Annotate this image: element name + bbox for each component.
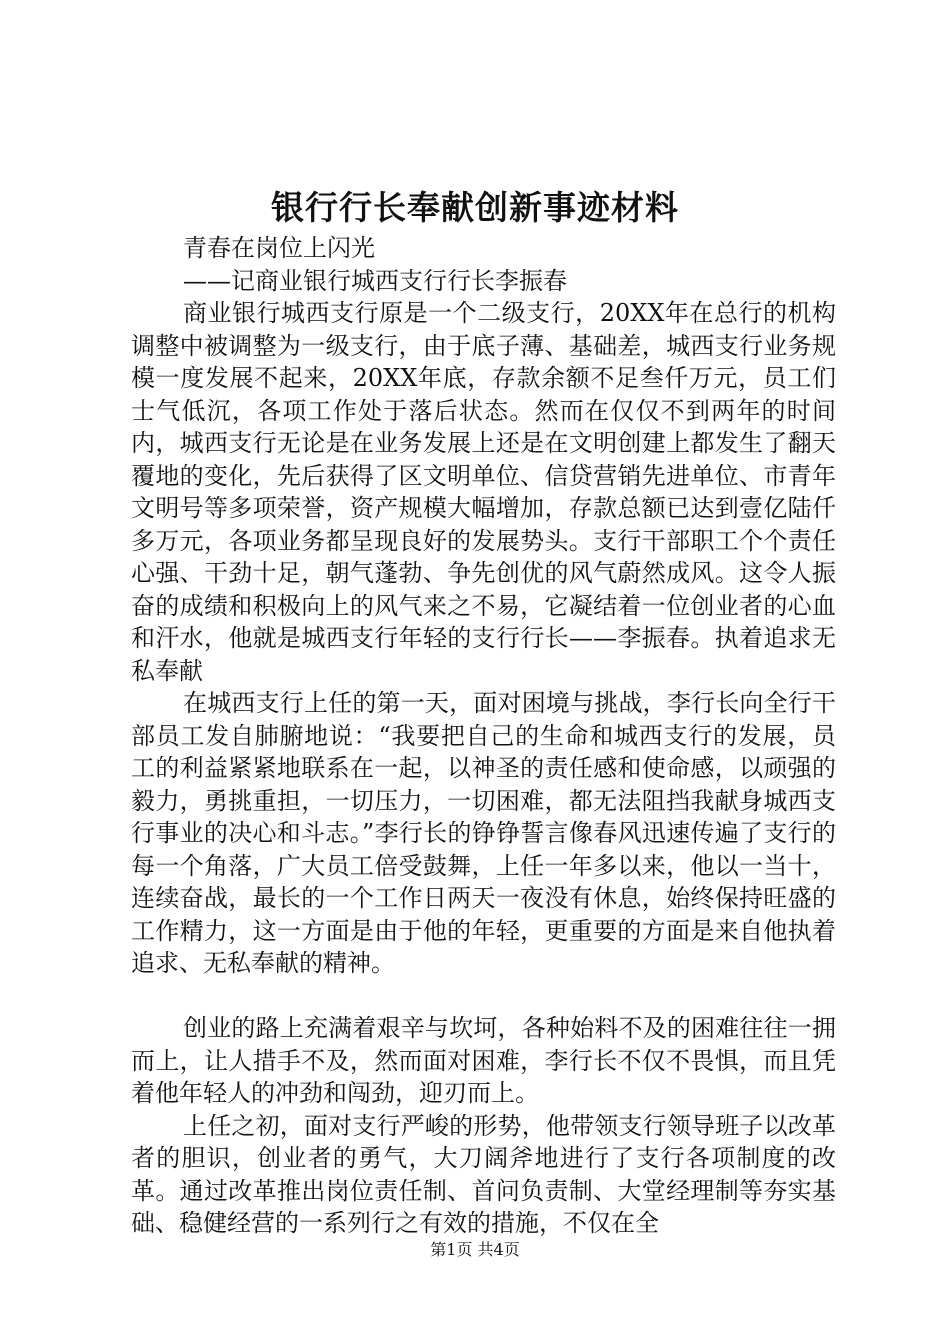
byline: ——记商业银行城西支行行长李振春 bbox=[183, 266, 567, 295]
body-paragraph: 创业的路上充满着艰辛与坎坷，各种始料不及的困难往往一拥而上，让人措手不及，然而面对困难，李行长不仅不畏惧，而且凭着他年轻人的冲劲和闯劲，迎刃而上。 bbox=[131, 1014, 836, 1107]
document-body bbox=[131, 232, 836, 1240]
subtitle-line: 青春在岗位上闪光 bbox=[183, 234, 375, 262]
body-paragraph: 商业银行城西支行原是一个二级支行，20XX年在总行的机构调整中被调整为一级支行，由于底子薄、基础差，城西支行业务规模一度发展不起来，20XX年底，存款余额不足叁仟万元，员工们士气低沉，各项工作处于落后状态。然而在仅仅不到两年的时间内，城西支行无论是在业务发展上还是在文明创建上都发生了翻天覆地的变化，先后获得了区文明单位、信贷营销先进单位、市青年文明号等多项荣誉，资产规模大幅增加，存款总额已达到壹亿陆仟多万元，各项业务都呈现良好的发展势头。支行干部职工个个责任心强、干劲十足，朝气蓬勃、争先创优的风气蔚然成风。这令人振奋的成绩和积极向上的风气来之不易，它凝结着一位创业者的心血和汗水，他就是城西支行年轻的支行行长——李振春。执着追求无私奉献 bbox=[131, 299, 836, 685]
body-paragraph: 在城西支行上任的第一天，面对困境与挑战，李行长向全行干部员工发自肺腑地说：“我要把自己的生命和城西支行的发展，员工的利益紧紧地联系在一起，以神圣的责任感和使命感，以顽强的毅力，勇挑重担，一切压力，一切困难，都无法阻挡我献身城西支行事业的决心和斗志。”李行长的铮铮誓言像春风迅速传遍了支行的每一个角落，广大员工倍受鼓舞，上任一年多以来，他以一当十，连续奋战，最长的一个工作日两天一夜没有休息，始终保持旺盛的工作精力，这一方面是由于他的年轻，更重要的方面是来自他执着追求、无私奉献的精神。 bbox=[131, 689, 836, 977]
page-footer: 第1页 共4页 bbox=[430, 1240, 520, 1259]
body-paragraph: 上任之初，面对支行严峻的形势，他带领支行领导班子以改革者的胆识，创业者的勇气，大刀阔斧地进行了支行各项制度的改革。通过改革推出岗位责任制、首问负责制、大堂经理制等夯实基础、稳健经营的一系列行之有效的措施，不仅在全 bbox=[131, 1111, 836, 1237]
document-title: 银行行长奉献创新事迹材料 bbox=[271, 188, 679, 227]
